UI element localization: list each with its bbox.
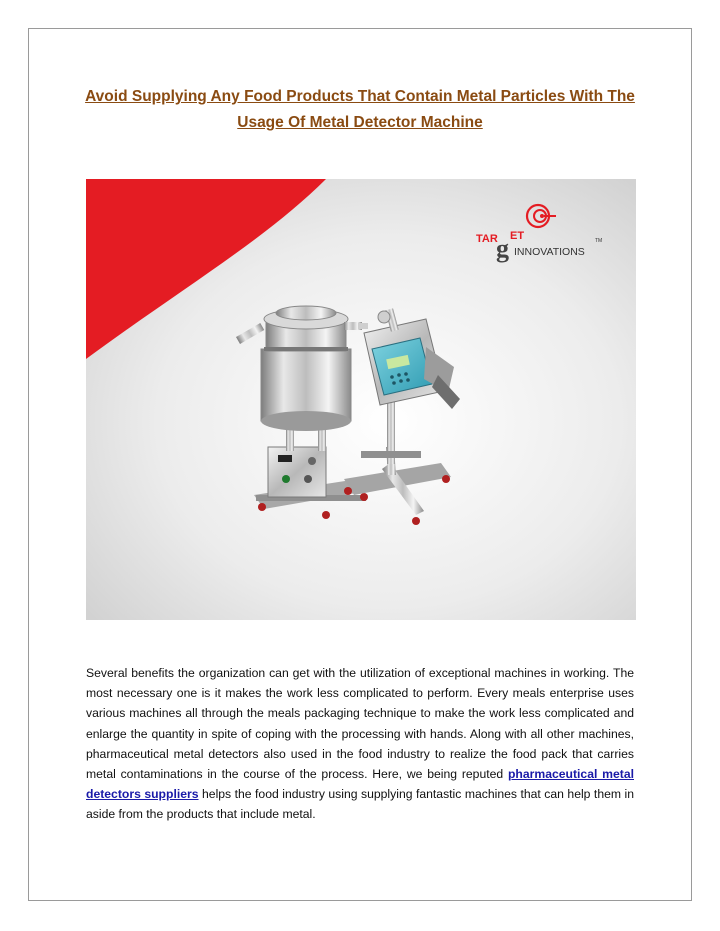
logo-text-et: ET [510,230,525,242]
body-paragraph [86,663,634,825]
logo-tm: TM [595,238,603,244]
pharmaceutical-metal-detectors-suppliers-link[interactable]: pharmaceutical metal detectors suppliers [86,767,634,802]
logo-text-tar: TAR [476,233,498,245]
logo-big-g: g [496,234,509,263]
paragraph-text-before-link: Several benefits the organization can get with the utilization of exceptional machines in working. The most necessary one is it makes the work less complicated to perform. Every meals enterprise uses various machines all through the meals packaging technique to make the work less complicated and enlarge the quantity in spite of coping with the processing with hands. Along with all other machines, pharmaceutical metal detectors also used in the food industry to realize the food pack that carries metal contaminations in the course of the process. Here, we being reputed [86,666,634,782]
hero-image [86,179,636,620]
logo-text-innovations: INNOVATIONS [514,246,585,258]
paragraph-text-after-link: helps the food industry using supplying fantastic machines that can help them in aside from the products that include metal. [86,787,634,822]
document-title: Avoid Supplying Any Food Products That Contain Metal Particles With The Usage Of Metal Detector Machine [85,88,635,131]
